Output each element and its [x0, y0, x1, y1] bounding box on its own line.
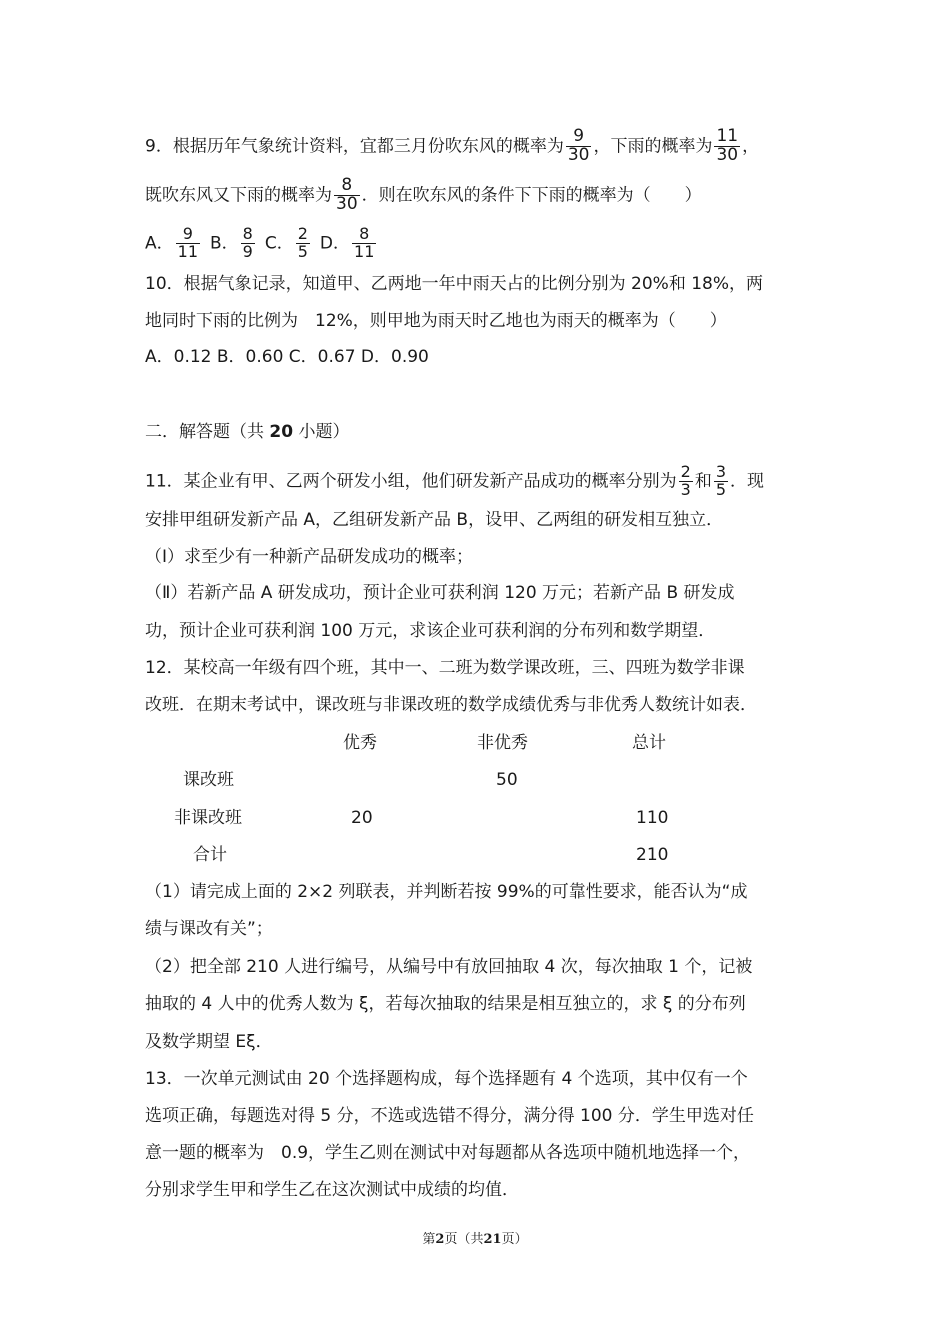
q12-line6: 抽取的 4 人中的优秀人数为 ξ，若每次抽取的结果是相互独立的，求 ξ 的分布列 — [145, 994, 746, 1014]
numerator: 9 — [176, 226, 200, 244]
q12-line4: 绩与课改有关”； — [145, 919, 273, 939]
text: 页） — [501, 1232, 528, 1247]
question-count: 20 — [269, 422, 294, 442]
numerator: 8 — [352, 226, 376, 244]
q10-line2: 地同时下雨的比例为 12%，则甲地为雨天时乙地也为雨天的概率为（ ） — [145, 311, 727, 331]
table-header-total: 总计 — [632, 733, 666, 753]
table-row-label: 课改班 — [183, 770, 234, 790]
denominator: 30 — [336, 193, 358, 214]
q12-line1: 12．某校高一年级有四个班，其中一、二班为数学课改班，三、四班为数学非课 — [145, 658, 745, 678]
text: 和 — [694, 471, 712, 492]
fraction — [566, 128, 592, 165]
q13-line2: 选项正确，每题选对得 5 分，不选或选错不得分，满分得 100 分．学生甲选对任 — [145, 1106, 754, 1126]
option-a-label: A． — [145, 233, 174, 254]
denominator: 5 — [297, 241, 308, 261]
q13-line3: 意一题的概率为 0.9，学生乙则在测试中对每题都从各选项中随机地选择一个， — [145, 1143, 751, 1163]
fraction — [714, 128, 740, 165]
denominator: 3 — [680, 479, 691, 499]
numerator: 2 — [297, 224, 308, 243]
text: ．现 — [730, 471, 765, 492]
text: 11．某企业有甲、乙两个研发小组，他们研发新产品成功的概率分别为 — [145, 471, 677, 492]
q13-line4: 分别求学生甲和学生乙在这次测试中成绩的均值． — [145, 1180, 519, 1200]
fraction — [714, 464, 728, 499]
table-header-non-excellent: 非优秀 — [477, 733, 528, 753]
table-cell: 210 — [636, 845, 669, 865]
option-b-label: B． — [210, 233, 239, 254]
table-row-label: 非课改班 — [174, 808, 242, 828]
numerator: 2 — [680, 462, 691, 481]
option-c-fraction — [296, 226, 310, 261]
q10-options: A．0.12 B．0.60 C．0.67 D．0.90 — [145, 347, 429, 367]
total-pages: 21 — [483, 1232, 502, 1247]
denominator: 30 — [716, 144, 739, 165]
q13-line1: 13．一次单元测试由 20 个选择题构成，每个选择题有 4 个选项，其中仅有一个 — [145, 1069, 748, 1089]
text: 第 — [422, 1232, 436, 1247]
q12-line5: （2）把全部 210 人进行编号，从编号中有放回抽取 4 次，每次抽取 1 个，记被 — [145, 957, 753, 977]
q10-line1: 10．根据气象记录，知道甲、乙两地一年中雨天占的比例分别为 20%和 18%，两 — [145, 274, 764, 294]
q11-line5: 功，预计企业可获利润 100 万元，求该企业可获利润的分布列和数学期望． — [145, 621, 716, 641]
q12-line3: （1）请完成上面的 2×2 列联表，并判断若按 99%的可靠性要求，能否认为“成 — [145, 882, 748, 902]
table-cell: 50 — [496, 770, 518, 790]
denominator: 9 — [242, 241, 253, 261]
option-d-fraction — [352, 226, 376, 261]
q11-line4: （Ⅱ）若新产品 A 研发成功，预计企业可获利润 120 万元；若新产品 B 研发成 — [145, 583, 735, 603]
q12-line7: 及数学期望 Eξ． — [145, 1032, 273, 1052]
numerator: 9 — [566, 128, 592, 147]
text: ， — [742, 136, 760, 157]
table-row-label: 合计 — [193, 845, 227, 865]
numerator: 11 — [716, 126, 739, 146]
fraction — [679, 464, 693, 499]
option-c-label: C． — [264, 233, 294, 254]
table-cell: 110 — [636, 808, 669, 828]
q11-line1 — [145, 464, 764, 499]
q9-line2 — [145, 177, 702, 214]
numerator: 8 — [334, 177, 360, 196]
table-cell: 20 — [351, 808, 373, 828]
text: 既吹东风又下雨的概率为 — [145, 185, 332, 206]
numerator: 8 — [242, 224, 253, 243]
denominator: 5 — [715, 479, 727, 499]
text: ，下雨的概率为 — [593, 136, 713, 157]
section-heading — [145, 420, 349, 444]
text: 二．解答题（共 — [145, 422, 270, 442]
table-header-excellent: 优秀 — [343, 733, 377, 753]
numerator: 3 — [715, 462, 727, 481]
page-number: 2 — [435, 1232, 445, 1247]
text: 小题） — [293, 422, 350, 442]
option-a-fraction — [176, 226, 200, 261]
text: ．则在吹东风的条件下下雨的概率为（ ） — [361, 185, 702, 206]
denominator: 11 — [177, 241, 198, 261]
text: 页（共 — [444, 1232, 484, 1247]
q9-line1 — [145, 128, 759, 165]
q11-line2: 安排甲组研发新产品 A，乙组研发新产品 B，设甲、乙两组的研发相互独立． — [145, 510, 724, 530]
q9-options — [145, 226, 378, 261]
page-footer — [0, 1228, 950, 1247]
option-d-label: D． — [319, 233, 351, 254]
q11-line3: （Ⅰ）求至少有一种新产品研发成功的概率； — [145, 547, 474, 567]
text: 9．根据历年气象统计资料，宜都三月份吹东风的概率为 — [145, 136, 564, 157]
denominator: 30 — [567, 144, 590, 165]
q12-line2: 改班．在期末考试中，课改班与非课改班的数学成绩优秀与非优秀人数统计如表． — [145, 695, 757, 715]
option-b-fraction — [241, 226, 255, 261]
fraction — [334, 177, 360, 214]
denominator: 11 — [354, 241, 375, 261]
